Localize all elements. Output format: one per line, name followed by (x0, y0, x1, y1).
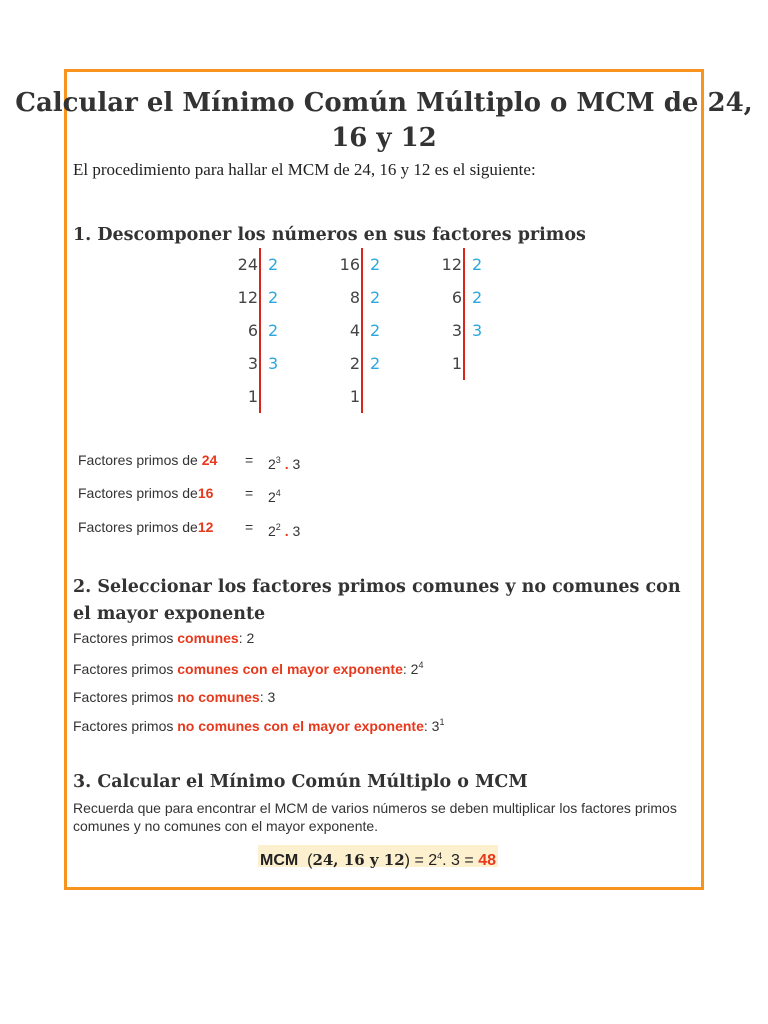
division-row (420, 314, 500, 347)
divider-line (259, 281, 261, 314)
line-prefix: Factores primos (73, 661, 178, 677)
prime-factor: 2 (268, 288, 279, 307)
result-rest: . 3 = (442, 852, 479, 869)
line-highlight: no comunes con el mayor exponente (177, 718, 424, 734)
factor-number: 12 (197, 519, 214, 535)
prime-factor: 3 (472, 321, 483, 340)
dividend: 3 (247, 354, 258, 373)
line-suffix: : 3 (259, 689, 276, 705)
equals-sign: = (245, 485, 254, 501)
division-row (420, 281, 500, 314)
mcm-result (258, 845, 498, 867)
prime-factor: 2 (370, 354, 381, 373)
step2-line-no-comunes-mayor (73, 717, 444, 734)
dividend: 8 (349, 288, 360, 307)
result-expression: ) = 2 (404, 852, 438, 869)
factor-exponent: 3 (275, 455, 281, 465)
division-row (318, 380, 398, 413)
factor-base: 2 (268, 489, 276, 505)
divider-line (361, 314, 363, 347)
division-row (318, 281, 398, 314)
step3-heading: 3. Calcular el Mínimo Común Múltiplo o MCM (73, 772, 528, 792)
equals-sign: = (245, 519, 254, 535)
line-highlight: comunes con el mayor exponente (177, 661, 403, 677)
factor-number: 24 (201, 452, 218, 468)
divider-line (259, 248, 261, 281)
line-suffix: : 2 (238, 630, 255, 646)
divider-line (463, 281, 465, 314)
result-numbers: 24, 16 y 12 (312, 851, 405, 869)
divider-line (361, 248, 363, 281)
line-exponent: 1 (439, 717, 445, 727)
prime-factor: 2 (472, 288, 483, 307)
factor-rest: 3 (292, 456, 301, 472)
intro-numbers: 24, 16 y 12 (353, 160, 431, 179)
dividend: 12 (441, 255, 462, 274)
prime-factor: 2 (268, 255, 279, 274)
divider-line (259, 347, 261, 380)
factor-number: 16 (197, 485, 214, 501)
divider-line (463, 314, 465, 347)
line-exponent: 4 (418, 660, 424, 670)
division-row (318, 314, 398, 347)
step3-explanation: Recuerda que para encontrar el MCM de varios números se deben multiplicar los factores primos comunes y no comunes con el mayor exponente. (73, 800, 677, 834)
result-open-paren: ( (307, 852, 313, 869)
factor-value (268, 517, 300, 541)
division-row (216, 380, 296, 413)
multiply-dot: . (284, 456, 289, 472)
divider-line (259, 380, 261, 413)
line-prefix: Factores primos (73, 689, 178, 705)
factor-base: 2 (268, 523, 276, 539)
dividend: 3 (451, 321, 462, 340)
division-row (420, 248, 500, 281)
factor-exponent: 4 (275, 488, 281, 498)
line-suffix: : 2 (402, 661, 419, 677)
division-row (216, 281, 296, 314)
divider-line (361, 347, 363, 380)
line-highlight: comunes (177, 630, 239, 646)
prime-factor: 2 (370, 255, 381, 274)
factor-value (268, 450, 300, 474)
division-row (216, 314, 296, 347)
division-row (318, 248, 398, 281)
step1-heading: 1. Descomponer los números en sus factores primos (73, 225, 586, 245)
dividend: 16 (339, 255, 360, 274)
divider-line (259, 314, 261, 347)
factor-label (78, 450, 217, 470)
step2-heading: 2. Seleccionar los factores primos comunes y no comunes con el mayor exponente (73, 577, 681, 624)
prime-factor: 3 (268, 354, 279, 373)
factor-rest: 3 (292, 523, 301, 539)
prime-factor: 2 (370, 321, 381, 340)
divider-line (361, 281, 363, 314)
intro-text (73, 160, 536, 180)
prime-factor: 2 (268, 321, 279, 340)
prime-factor: 2 (472, 255, 483, 274)
division-row (216, 347, 296, 380)
dividend: 1 (451, 354, 462, 373)
multiply-dot: . (284, 523, 289, 539)
factor-label (78, 483, 213, 503)
division-row (318, 347, 398, 380)
prime-factor: 2 (370, 288, 381, 307)
factor-label-text: Factores primos de (78, 452, 202, 468)
intro-before: El procedimiento para hallar el MCM de (73, 160, 354, 179)
page-title: Calcular el Mínimo Común Múltiplo o MCM de 24, 16 y 12 (15, 88, 753, 153)
division-row (420, 347, 500, 380)
dividend: 6 (451, 288, 462, 307)
dividend: 12 (237, 288, 258, 307)
line-prefix: Factores primos (73, 718, 178, 734)
line-prefix: Factores primos (73, 630, 178, 646)
factor-label-text: Factores primos de (78, 485, 198, 501)
factor-exponent: 2 (275, 522, 281, 532)
content-frame (64, 69, 704, 890)
equals-sign: = (245, 452, 254, 468)
line-highlight: no comunes (177, 689, 260, 705)
dividend: 2 (349, 354, 360, 373)
dividend: 4 (349, 321, 360, 340)
step2-line-comunes (73, 630, 254, 646)
line-suffix: : 3 (423, 718, 440, 734)
step2-line-comunes-mayor (73, 660, 423, 677)
step2-line-no-comunes (73, 689, 275, 705)
factor-label-text: Factores primos de (78, 519, 198, 535)
divider-line (463, 248, 465, 281)
factor-label (78, 517, 213, 537)
result-label: MCM (260, 852, 299, 869)
result-answer: 48 (478, 852, 496, 869)
factor-value (268, 483, 281, 507)
dividend: 1 (349, 387, 360, 406)
dividend: 24 (237, 255, 258, 274)
intro-after: es el siguiente: (430, 160, 536, 179)
dividend: 1 (247, 387, 258, 406)
result-exponent: 4 (437, 851, 443, 861)
divider-line (463, 347, 465, 380)
divider-line (361, 380, 363, 413)
dividend: 6 (247, 321, 258, 340)
factor-base: 2 (268, 456, 276, 472)
division-row (216, 248, 296, 281)
